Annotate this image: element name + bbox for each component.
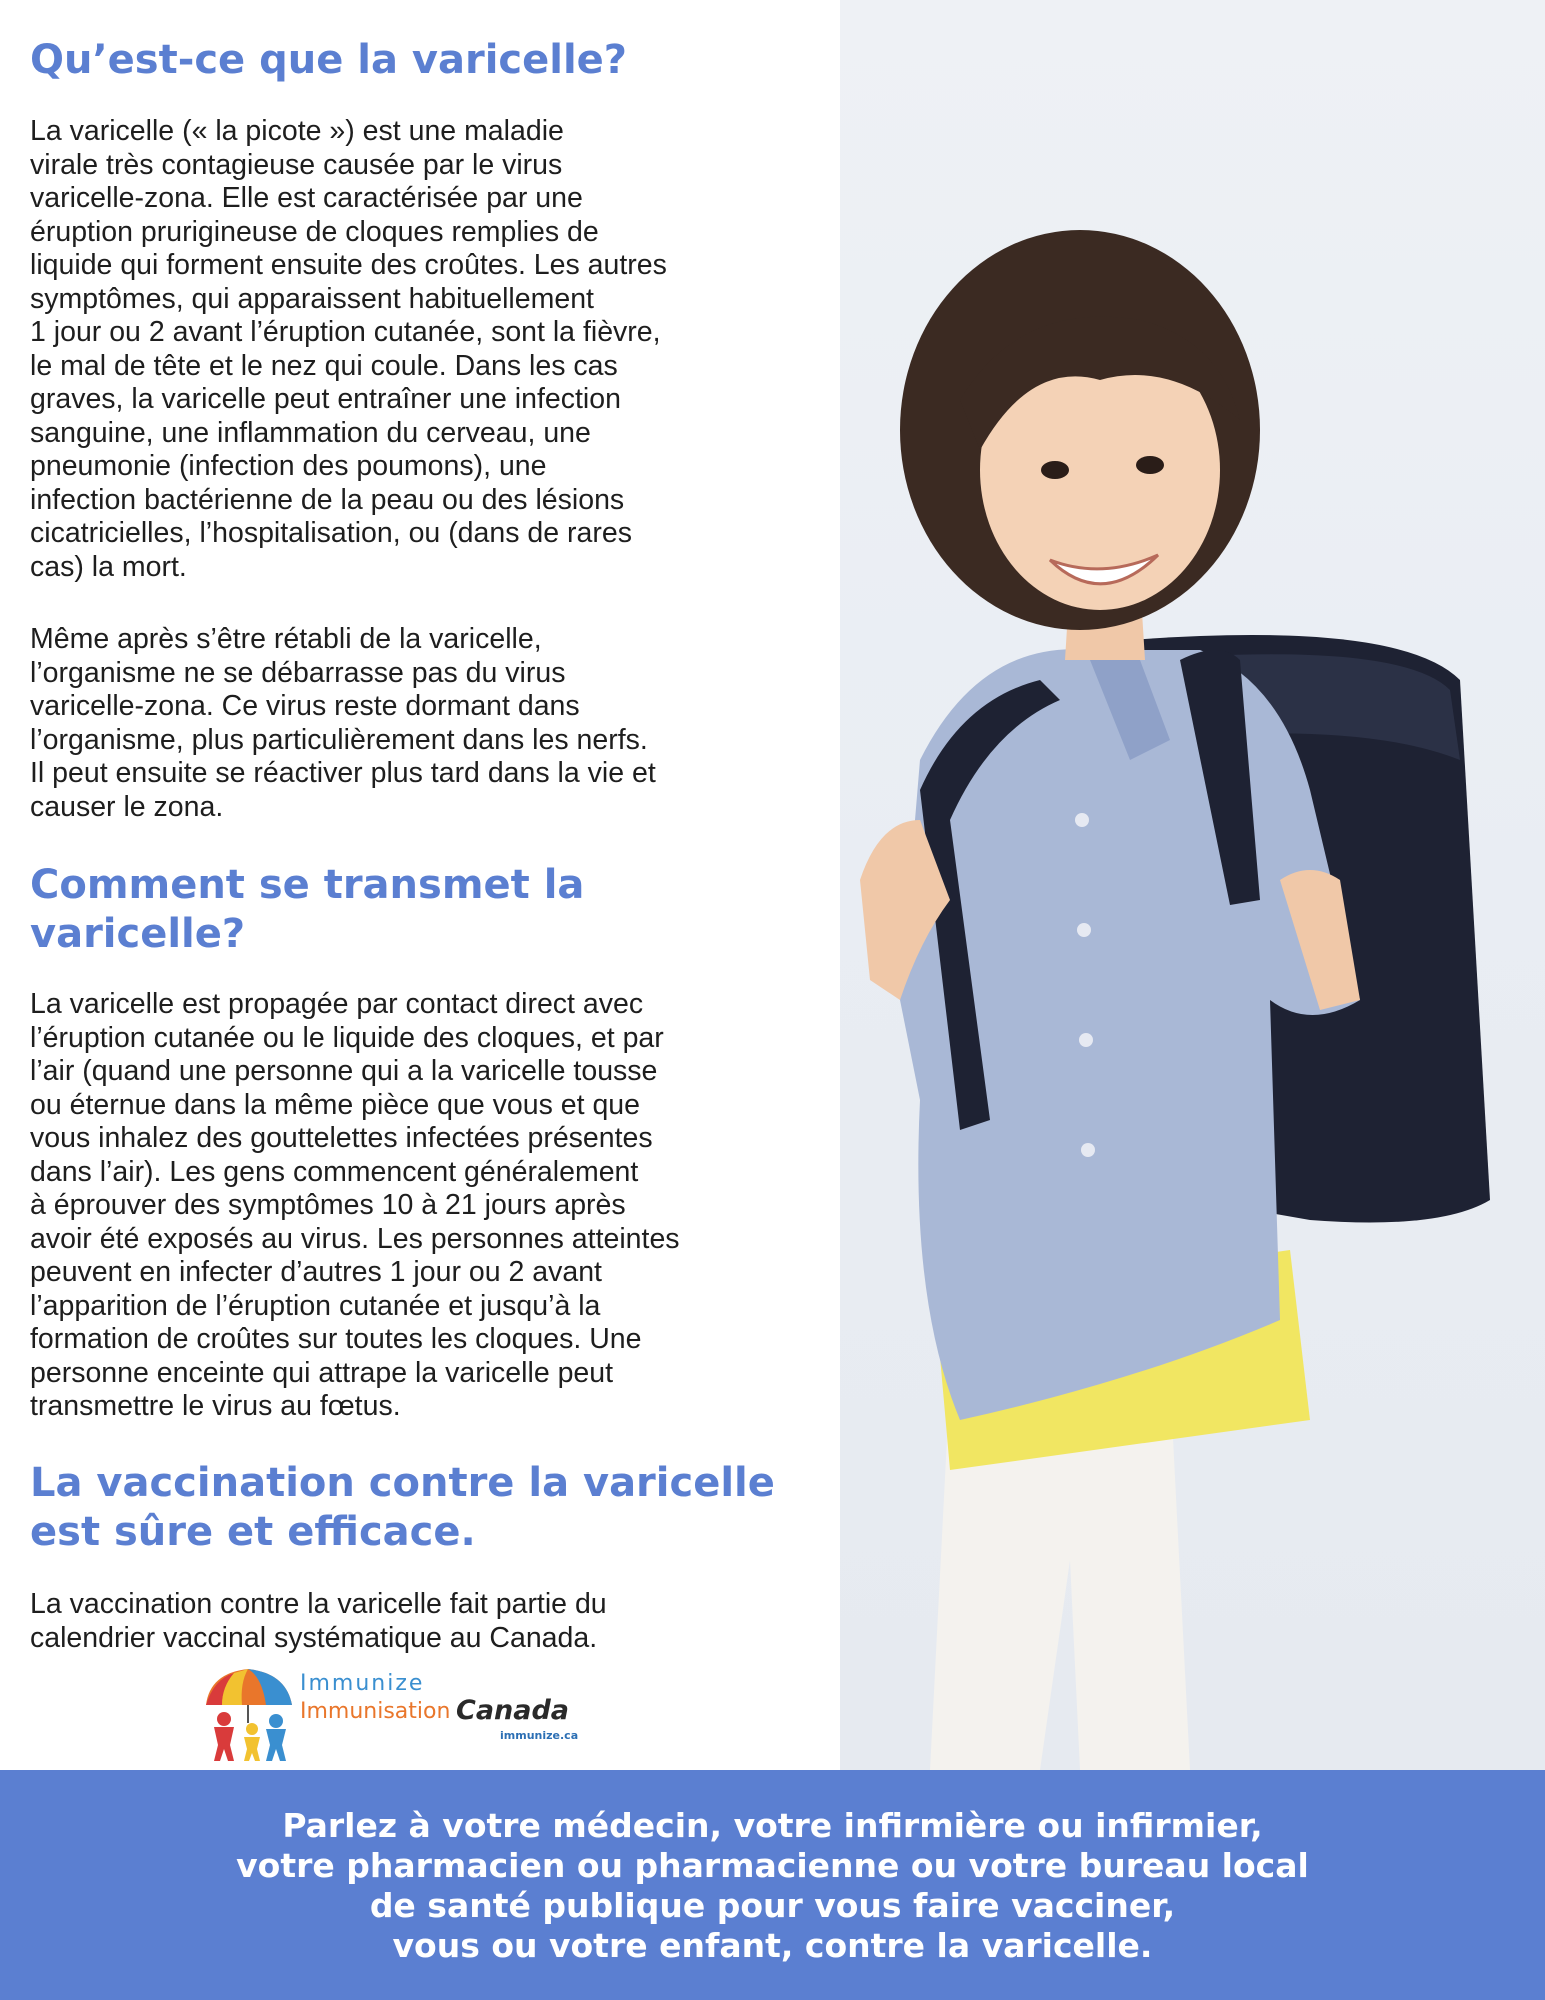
immunize-canada-logo [200,1665,580,1765]
paragraph-transmission: La varicelle est propagée par contact direct avec l’éruption cutanée ou le liquide des cloques, et par l’air (quand une personne qui a la varicelle tousse ou éternue dans la même pièce que vous et que vous inhalez des gouttelettes infectées présentes dans l’air). Les gens commencent généralement à éprouver des symptômes 10 à 21 jours après avoir été exposés au virus. Les personnes atteintes peuvent en infecter d’autres 1 jour ou 2 avant l’apparition de l’éruption cutanée et jusqu’à la formation de croûtes sur toutes les cloques. Une personne enceinte qui attrape la varicelle peut transmettre le virus au fœtus. [30,988,680,1422]
umbrella-family-icon [200,1665,300,1765]
logo-text-immunisation: Immunisation [300,1699,451,1724]
heading-vaccination: La vaccination contre la varicelle est sûre et efficace. [30,1460,775,1555]
child-illustration [840,0,1545,1770]
logo-text-canada: Canada [456,1695,570,1726]
article-column [30,0,830,1770]
heading-what-is: Qu’est-ce que la varicelle? [30,37,627,83]
logo-text-immunize: Immunize [300,1671,425,1696]
paragraph-what-is-1: La varicelle (« la picote ») est une maladie virale très contagieuse causée par le virus varicelle-zona. Elle est caractérisée par une éruption prurigineuse de cloques remplies de liquide qui forment ensuite des croûtes. Les autres symptômes, qui apparaissent habituellement 1 jour ou 2 avant l’éruption cutanée, sont la fièvre, le mal de tête et le nez qui coule. Dans les cas graves, la varicelle peut entraîner une infection sanguine, une inflammation du cerveau, une pneumonie (infection des poumons), une infection bactérienne de la peau ou des lésions cicatricielles, l’hospitalisation, ou (dans de rares cas) la mort. [30,115,667,583]
logo-url: immunize.ca [500,1729,579,1742]
call-to-action-text: Parlez à votre médecin, votre infirmière ou infirmier, votre pharmacien ou pharmacienne ou votre bureau local de santé publique pour vous faire vacciner, vous ou votre enfant, contre la varicelle. [236,1806,1309,1965]
heading-transmission: Comment se transmet la varicelle? [30,862,585,957]
paragraph-vaccination: La vaccination contre la varicelle fait partie du calendrier vaccinal systématique au Canada. [30,1588,607,1654]
paragraph-what-is-2: Même après s’être rétabli de la varicelle, l’organisme ne se débarrasse pas du virus varicelle-zona. Ce virus reste dormant dans l’organisme, plus particulièrement dans les nerfs. Il peut ensuite se réactiver plus tard dans la vie et causer le zona. [30,623,656,823]
call-to-action-banner [0,1770,1545,2000]
child-with-backpack-photo [840,0,1545,1770]
